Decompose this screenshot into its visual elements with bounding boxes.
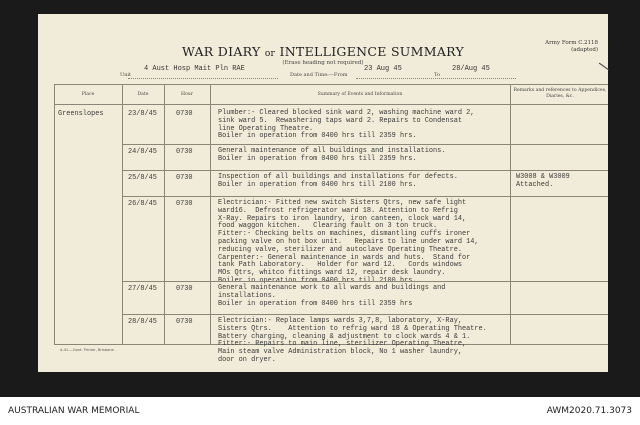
entry-summary-line: packing valve on hot box unit. Repairs to line under ward 14, (218, 238, 479, 246)
entry-summary-line: Boiler in operation from 0400 hrs till 2100 hrs. (218, 277, 417, 285)
col-header-place: Place (81, 92, 95, 97)
unit-label: Unit (120, 72, 132, 78)
title-intelligence-summary: INTELLIGENCE SUMMARY (279, 44, 465, 59)
entry-summary-line: Boiler in operation from 0400 hrs till 2359 hrs. (218, 154, 417, 163)
erase-note: (Erase heading not required) (282, 60, 364, 66)
entry-date: 25/8/45 (128, 174, 157, 182)
entry-summary-line: Battery charging, cleaning & adjustment to clock wards 4 & 1. (218, 332, 471, 341)
caption-right: AWM2020.71.3073 (546, 406, 632, 416)
entry-summary-line: line Operating Theatre. (218, 124, 314, 133)
entry-hour: 0730 (176, 200, 193, 208)
col-header-summary: Summary of Events and Information (317, 92, 403, 97)
entry-remarks: W3008 & W3009 Attached. (516, 173, 570, 189)
col-header-hour: Hour (181, 92, 193, 97)
army-form-label (545, 40, 598, 54)
entry-hour: 0730 (176, 174, 193, 182)
caption-bar (0, 397, 640, 425)
form-note: (adapted) (571, 47, 598, 53)
entry-separator (122, 196, 608, 197)
date-rule (356, 78, 516, 79)
entry-summary-line: ward16. Defrost refrigerator ward 18. Attention to Refrig (218, 206, 458, 215)
col-divider-place (122, 84, 123, 344)
entry-summary-line: door on dryer. (218, 356, 276, 364)
title-or: or (264, 49, 276, 59)
entry-summary-line: Plumber:- Cleared blocked sink ward 2, washing machine ward 2, (218, 109, 475, 117)
war-diary-sheet (38, 14, 608, 372)
caption-left: AUSTRALIAN WAR MEMORIAL (8, 406, 140, 416)
entry-separator (122, 170, 608, 171)
entry-summary-line: Sisters Qtrs. Attention to refrig ward 18 & Operating Theatre. (218, 324, 487, 333)
entry-summary-line: Boiler in operation from 0400 hrs till 2359 hrs (218, 299, 413, 308)
table-header-rule (54, 104, 608, 105)
entry-summary-line: food waggon kitchen. Clearing fault on 3 ton truck. (218, 222, 438, 231)
entry-summary-line: reducing valve, sterilizer and autoclave Operating Theatre. (218, 245, 462, 254)
entry-summary-line: Boiler in operation from 0400 hrs till 2100 hrs. (218, 180, 417, 189)
entry-summary-line: General maintenance of all buildings and installations. (218, 147, 446, 155)
entry-summary-line: Electrician:- Fitted new switch Sisters Qtrs, new safe light (218, 199, 467, 207)
entry-date: 27/8/45 (128, 285, 157, 293)
entry-summary-line: Inspection of all buildings and installations for defects. (218, 173, 458, 181)
col-header-date: Date (137, 92, 149, 97)
entry-summary-line: Main steam valve Administration block, No 1 washer laundry, (218, 348, 462, 357)
date-label: Date and Time:—From (290, 72, 348, 78)
col-divider-date (164, 84, 165, 344)
printer-note: 4-41.—Govt. Printer, Brisbane. (60, 348, 115, 352)
entry-summary-line: Fitter:- Checking belts on machines, dismantling cuffs ironer (218, 230, 471, 239)
col-header-remarks: Remarks and references to Appendices, Diaries, &c. (513, 88, 607, 99)
entry-summary-line: Carpenter:- General maintenance in wards and huts. Stand for (218, 253, 471, 262)
entry-place: Greenslopes (58, 110, 104, 118)
entry-date: 26/8/45 (128, 200, 157, 208)
col-divider-hour (210, 84, 211, 344)
entry-hour: 0730 (176, 148, 193, 156)
col-divider-summary (510, 84, 511, 344)
entry-summary-line: MOs Qtrs, whitco fittings ward 12, repair desk laundry. (218, 269, 446, 278)
unit-rule (128, 78, 278, 79)
entry-separator (122, 144, 608, 145)
table-left-rule (54, 84, 55, 344)
entry-summary-line: Boiler in operation from 0400 hrs till 2359 hrs. (218, 132, 417, 141)
date-from: 23 Aug 45 (364, 65, 402, 73)
entry-summary-line: General maintenance work to all wards and buildings and (218, 284, 446, 292)
entry-hour: 0730 (176, 285, 193, 293)
entry-summary-line: sink ward 5. Rewashering taps ward 2. Repairs to Condensat (218, 116, 462, 125)
entry-summary-line: X-Ray. Repairs to iron laundry, iron canteen, clock ward 14, (218, 214, 467, 223)
entry-summary-line: Fitter:- Repairs to main line, sterilizer Operating Theatre, (218, 340, 467, 349)
entry-date: 24/8/45 (128, 148, 157, 156)
entry-summary-line: Electrician:- Replace lamps wards 3,7,8, laboratory, X-Ray, (218, 317, 462, 325)
unit-value: 4 Aust Hosp Mait Pln RAE (144, 65, 245, 73)
to-label: To (434, 72, 440, 78)
entry-hour: 0730 (176, 110, 193, 118)
entry-separator (122, 281, 608, 282)
title-war-diary: WAR DIARY (181, 44, 261, 59)
date-to: 28/Aug 45 (452, 65, 490, 73)
page-title (38, 44, 608, 59)
entry-date: 23/8/45 (128, 110, 157, 118)
entry-date: 28/8/45 (128, 318, 157, 326)
form-name: Army Form C.2118 (545, 40, 598, 46)
table-top-rule (54, 84, 608, 85)
entry-summary-line: installations. (218, 291, 276, 300)
entry-separator (122, 314, 608, 315)
entry-summary-line: tank Path Laboratory. Holder for ward 12. Cords windows (218, 261, 462, 270)
entry-hour: 0730 (176, 318, 193, 326)
